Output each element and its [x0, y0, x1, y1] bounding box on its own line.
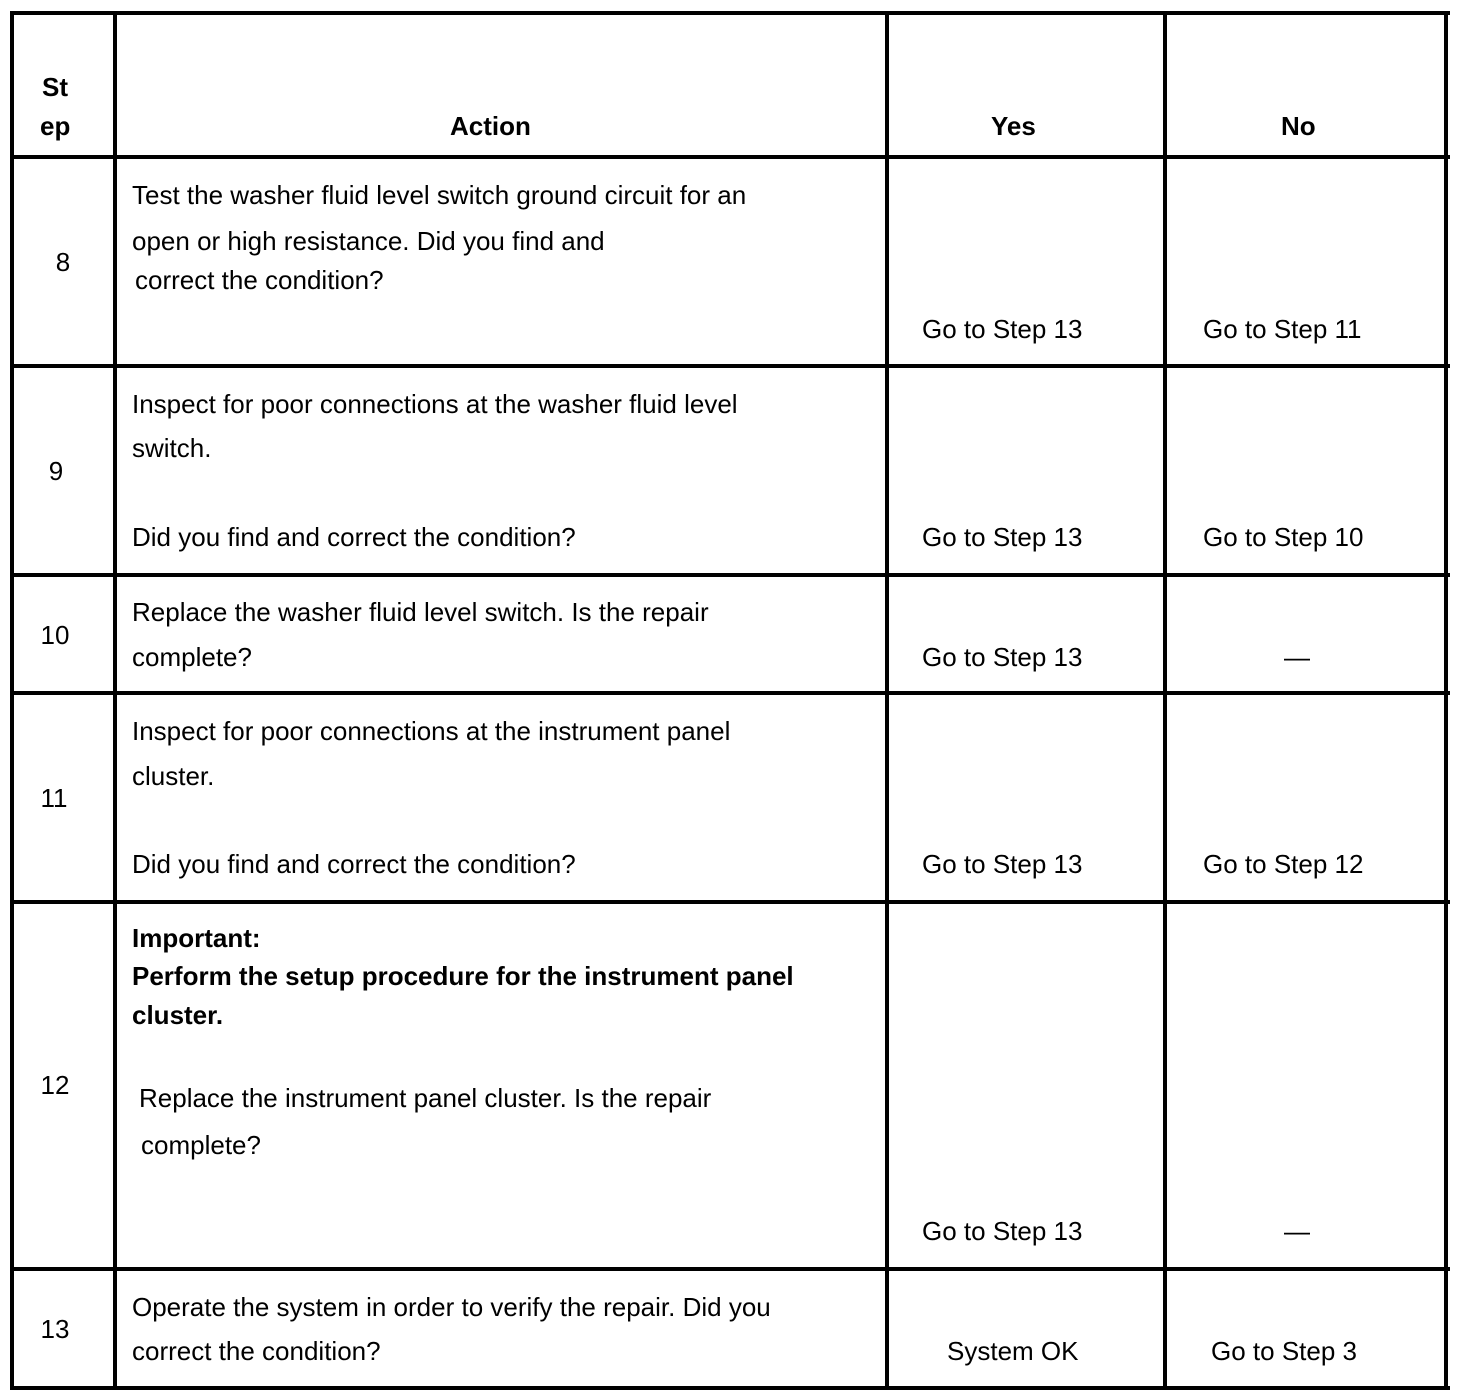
column-divider [1444, 11, 1448, 1390]
row-divider [10, 691, 1450, 695]
step-number: 10 [40, 620, 70, 650]
step-number: 8 [55, 247, 71, 277]
yes-result: Go to Step 13 [922, 522, 1083, 552]
yes-result: Go to Step 13 [922, 314, 1083, 344]
action-text: Operate the system in order to verify the repair. Did you [132, 1292, 771, 1322]
yes-result: System OK [947, 1336, 1079, 1366]
column-divider [885, 11, 889, 1390]
step-number: 12 [40, 1070, 70, 1100]
action-text: complete? [141, 1130, 261, 1160]
no-result: Go to Step 12 [1203, 849, 1364, 879]
header-step-line2: ep [40, 111, 71, 141]
row-divider [10, 573, 1450, 577]
action-text: correct the condition? [132, 1336, 381, 1366]
action-question: Did you find and correct the condition? [132, 522, 576, 552]
row-divider [10, 364, 1450, 368]
action-text: Test the washer fluid level switch ground circuit for an [132, 180, 747, 210]
action-text: complete? [132, 642, 252, 672]
yes-result: Go to Step 13 [922, 849, 1083, 879]
no-result: — [1284, 1216, 1310, 1246]
action-text: Inspect for poor connections at the washer fluid level [132, 389, 738, 419]
step-number: 11 [40, 783, 68, 813]
no-result: Go to Step 3 [1211, 1336, 1357, 1366]
action-question: Did you find and correct the condition? [132, 849, 576, 879]
action-text: Inspect for poor connections at the instrument panel [132, 716, 731, 746]
column-divider [113, 11, 117, 1390]
important-text: Perform the setup procedure for the instrument panel [132, 961, 794, 991]
action-text: Replace the washer fluid level switch. Is the repair [132, 597, 709, 627]
action-text: correct the condition? [135, 265, 384, 295]
important-label: Important: [132, 923, 261, 953]
action-text: Replace the instrument panel cluster. Is the repair [139, 1083, 712, 1113]
step-number: 9 [48, 456, 64, 486]
header-step-line1: St [42, 72, 68, 102]
row-divider [10, 155, 1450, 159]
step-number: 13 [40, 1314, 70, 1344]
column-divider [1163, 11, 1167, 1390]
action-text: switch. [132, 433, 212, 463]
action-text: cluster. [132, 761, 215, 791]
yes-result: Go to Step 13 [922, 642, 1083, 672]
no-result: Go to Step 10 [1203, 522, 1364, 552]
row-divider [10, 900, 1450, 904]
yes-result: Go to Step 13 [922, 1216, 1083, 1246]
row-divider [10, 1267, 1450, 1271]
column-divider [10, 11, 14, 1390]
row-divider [10, 11, 1450, 15]
header-yes: Yes [991, 111, 1036, 141]
important-text: cluster. [132, 1000, 224, 1030]
no-result: Go to Step 11 [1203, 314, 1362, 344]
action-text: open or high resistance. Did you find and [132, 226, 605, 256]
header-no: No [1281, 111, 1316, 141]
header-action: Action [450, 111, 531, 141]
row-divider [10, 1386, 1450, 1390]
no-result: — [1284, 642, 1310, 672]
